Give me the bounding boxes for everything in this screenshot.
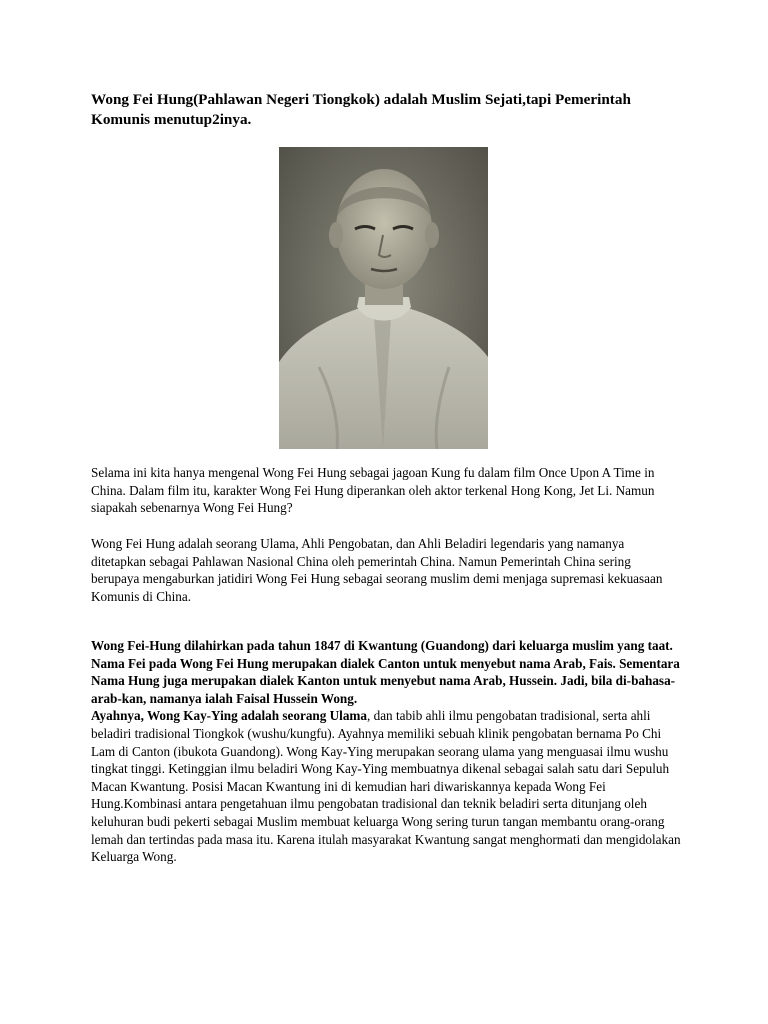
- paragraph-biography: [91, 637, 681, 866]
- paragraph-identity: Wong Fei Hung adalah seorang Ulama, Ahli Pengobatan, dan Ahli Beladiri legendaris yang namanya ditetapkan sebagai Pahlawan Nasional China oleh pemerintah China. Namun Pemerintah China sering berupaya mengaburkan jatidiri Wong Fei Hung sebagai seorang muslim demi menjaga supremasi kekuasaan Komunis di China.: [91, 536, 663, 604]
- portrait-photo: [279, 147, 488, 449]
- paragraph-father-lead-bold: Ayahnya, Wong Kay-Ying adalah seorang Ulama: [91, 708, 368, 724]
- paragraph-birth-bold: Wong Fei-Hung dilahirkan pada tahun 1847 di Kwantung (Guandong) dari keluarga muslim yang taat. Nama Fei pada Wong Fei Hung merupakan dialek Canton untuk menyebut nama Arab, Fais. Sementara Nama Hung juga merupakan dialek Kanton untuk menyebut nama Arab, Hussein. Jadi, bila di-bahasa-arab-kan, namanya ialah Faisal Hussein Wong.: [91, 638, 680, 706]
- paragraph-intro: Selama ini kita hanya mengenal Wong Fei Hung sebagai jagoan Kung fu dalam film Once Upon A Time in China. Dalam film itu, karakter Wong Fei Hung diperankan oleh aktor terkenal Hong Kong, Jet Li. Namun siapakah sebenarnya Wong Fei Hung?: [91, 465, 655, 516]
- paragraph-father-text: , dan tabib ahli ilmu pengobatan tradisional, serta ahli beladiri tradisional Tiongkok (wushu/kungfu). Ayahnya memiliki sebuah klinik pengobatan bernama Po Chi Lam di Canton (ibukota Guandong). Wong Kay-Ying merupakan seorang ulama yang menguasai ilmu wushu tingkat tinggi. Ketinggian ilmu beladiri Wong Kay-Ying membuatnya dikenal sebagai salah satu dari Sepuluh Macan Kwantung. Posisi Macan Kwantung ini di kemudian hari diwariskannya kepada Wong Fei Hung.Kombinasi antara pengetahuan ilmu pengobatan tradisional dan teknik beladiri serta ditunjang oleh keluhuran budi pekerti sebagai Muslim membuat keluarga Wong sering turun tangan membantu orang-orang lemah dan tertindas pada masa itu. Karena itulah masyarakat Kwantung sangat menghormati dan mengidolakan Keluarga Wong.: [91, 708, 681, 865]
- article-title: Wong Fei Hung(Pahlawan Negeri Tiongkok) adalah Muslim Sejati,tapi Pemerintah Komunis menutup2inya.: [91, 91, 631, 128]
